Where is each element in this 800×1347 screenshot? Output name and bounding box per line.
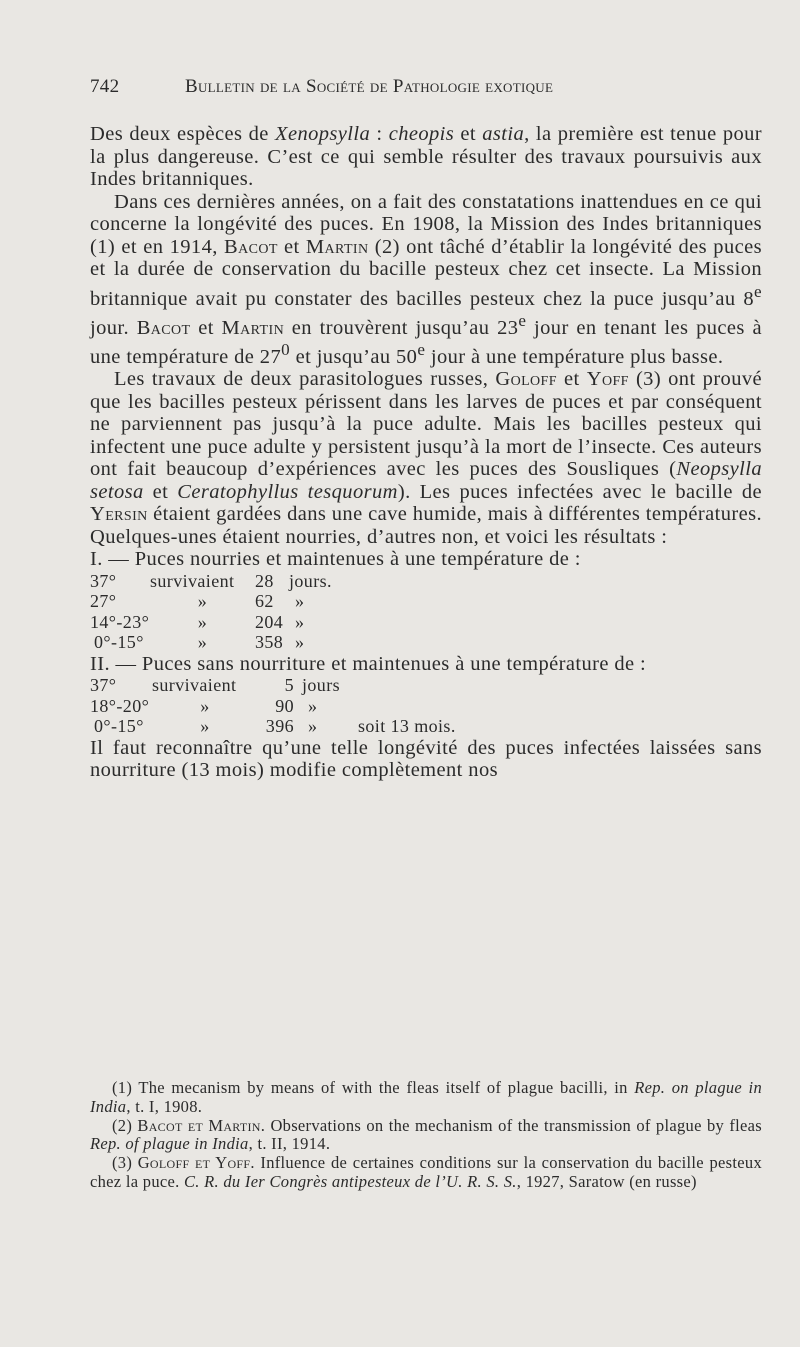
conclusion-paragraph: Il faut reconnaître qu’une telle longévité des puces infectées laissées sans nourriture (13 mois) modifie complètement nos: [90, 736, 762, 782]
table-row: 37° survivaient 5 jours: [90, 675, 340, 696]
table-row: 37° survivaient 28 jours.: [90, 570, 332, 591]
page-header: [90, 76, 730, 106]
results-table-unfed: [90, 675, 456, 737]
footnotes: [90, 1079, 762, 1192]
results-table-fed: [90, 571, 332, 653]
footnote-3: (3) Goloff et Yoff. Influence de certaines conditions sur la conservation du bacille pesteux chez la puce. C. R. du Ier Congrès antipesteux de l’U. R. S. S., 1927, Saratow (en russe): [90, 1153, 762, 1191]
paragraph-1: Des deux espèces de Xenopsylla : cheopis et astia, la première est tenue pour la plus dangereuse. C’est ce qui semble résulter des travaux poursuivis aux Indes britanniques.: [90, 123, 762, 190]
body-text: [90, 123, 762, 782]
running-title: Bulletin de la Société de Pathologie exotique: [185, 76, 554, 97]
table-row: 0°-15° » 358 »: [94, 632, 305, 653]
paragraph-3: Les travaux de deux parasitologues russes, Goloff et Yoff (3) ont prouvé que les bacilles pesteux périssent dans les larves de puces et par conséquent ne parviennent pas jusqu’à la puce adulte. Mais les bacilles pesteux qui infectent une puce adulte y persistent jusqu’à la mort de l’insecte. Ces auteurs ont fait beaucoup d’expériences avec les puces des Sousliques (Neopsylla setosa et Ceratophyllus tesquorum). Les puces infectées avec le bacille de Yersin étaient gardées dans une cave humide, mais à différentes températures. Quelques-unes étaient nourries, d’autres non, et voici les résultats :: [90, 368, 762, 548]
table-row: 27° » 62 »: [90, 591, 305, 612]
section-2-title: II. — Puces sans nourriture et maintenues à une température de :: [90, 652, 647, 675]
section-1-title: I. — Puces nourries et maintenues à une température de :: [90, 548, 581, 571]
footnote-1: (1) The mecanism by means of with the fleas itself of plague bacilli, in Rep. on plague in India, t. I, 1908.: [90, 1078, 762, 1116]
table-row: 18°-20° » 90 »: [90, 695, 318, 716]
footnote-2: (2) Bacot et Martin. Observations on the mechanism of the transmission of plague by fleas Rep. of plague in India, t. II, 1914.: [90, 1115, 762, 1154]
table-row: 14°-23° » 204 »: [90, 611, 305, 632]
page-number: 742: [90, 76, 120, 97]
paragraph-2: Dans ces dernières années, on a fait des constatations inattendues en ce qui concerne la longévité des puces. En 1908, la Mission des Indes britanniques (1) et en 1914, Bacot et Martin (2) ont tâché d’établir la longévité des puces et la durée de conservation du bacille pesteux chez cet insecte. La Mission britannique avait pu constater des bacilles pesteux chez la puce jusqu’au 8e jour. Bacot et Martin en trouvèrent jusqu’au 23e jour en tenant les puces à une température de $27^0$ et jusqu’au 50e jour à une température plus basse.: [90, 190, 762, 368]
table-row: 0°-15° » 396 » soit 13 mois.: [94, 716, 456, 737]
